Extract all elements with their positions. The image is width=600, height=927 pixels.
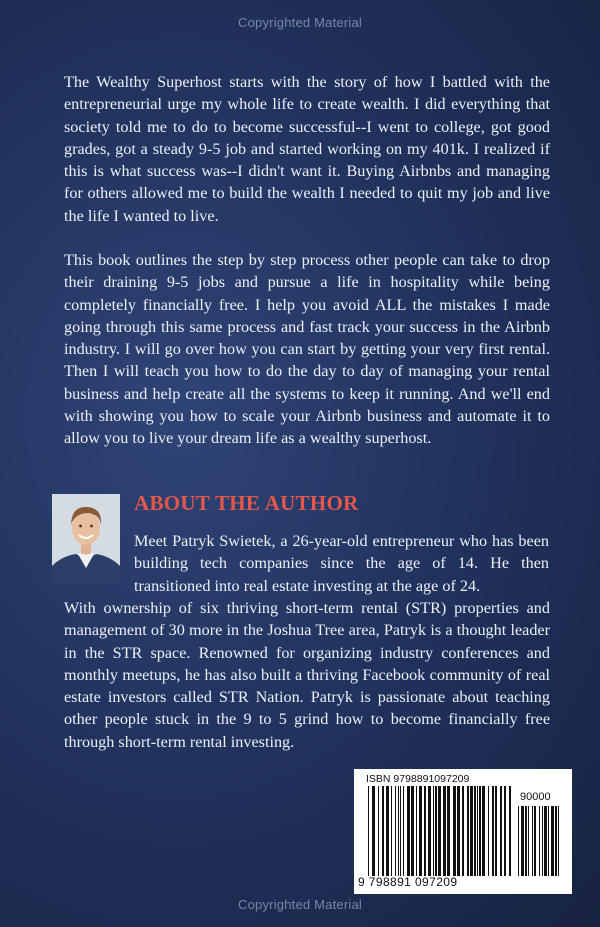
copyright-watermark-bottom: Copyrighted Material [238,897,362,912]
barcode-digits: 9 798891 097209 [358,875,458,889]
isbn-barcode [354,769,572,894]
author-photo [52,494,120,583]
barcode-bars-addon [518,806,564,876]
author-bio-part-1: Meet Patryk Swietek, a 26-year-old entrepreneur who has been building tech companies since the age of 14. He then transitioned into real estate investing at the age of 24. [134,532,549,595]
barcode-bars-main [368,786,512,876]
description-paragraph-2: This book outlines the step by step process other people can take to drop their draining 9-5 jobs and pursue a life in hospitality while being completely financially free. I help you avoid ALL the mistakes I made going through this same process and fast track your success in the Airbnb industry. I will go over how you can start by getting your very first rental. Then I will teach you how to do the day to day of managing your rental business and help create all the systems to keep it running. And we'll end with showing you how to scale your Airbnb business and automate it to allow you to live your dream life as a wealthy superhost. [64,251,550,448]
copyright-watermark-top: Copyrighted Material [238,15,362,30]
author-bio-part-2: With ownership of six thriving short-term rental (STR) properties and management of 30 more in the Joshua Tree area, Patryk is a thought leader in the STR space. Renowned for organizing industry conferences and monthly meetups, he has also built a thriving Facebook community of real estate investors called STR Nation. Patryk is passionate about teaching other people stuck in the 9 to 5 grind how to become financially free through short-term rental investing. [64,599,550,751]
price-code: 90000 [520,791,551,803]
isbn-label: ISBN 9798891097209 [366,773,470,785]
description-paragraph-1: The Wealthy Superhost starts with the story of how I battled with the entrepreneurial urge my whole life to create wealth. I did everything that society told me to do to become successful--I went to college, got good grades, got a steady 9-5 job and started working on my 401k. I realized if this is what success was--I didn't want it. Buying Airbnbs and managing for others allowed me to build the wealth I needed to quit my job and live the life I wanted to live. [64,73,550,225]
about-author-heading: ABOUT THE AUTHOR [134,491,359,515]
